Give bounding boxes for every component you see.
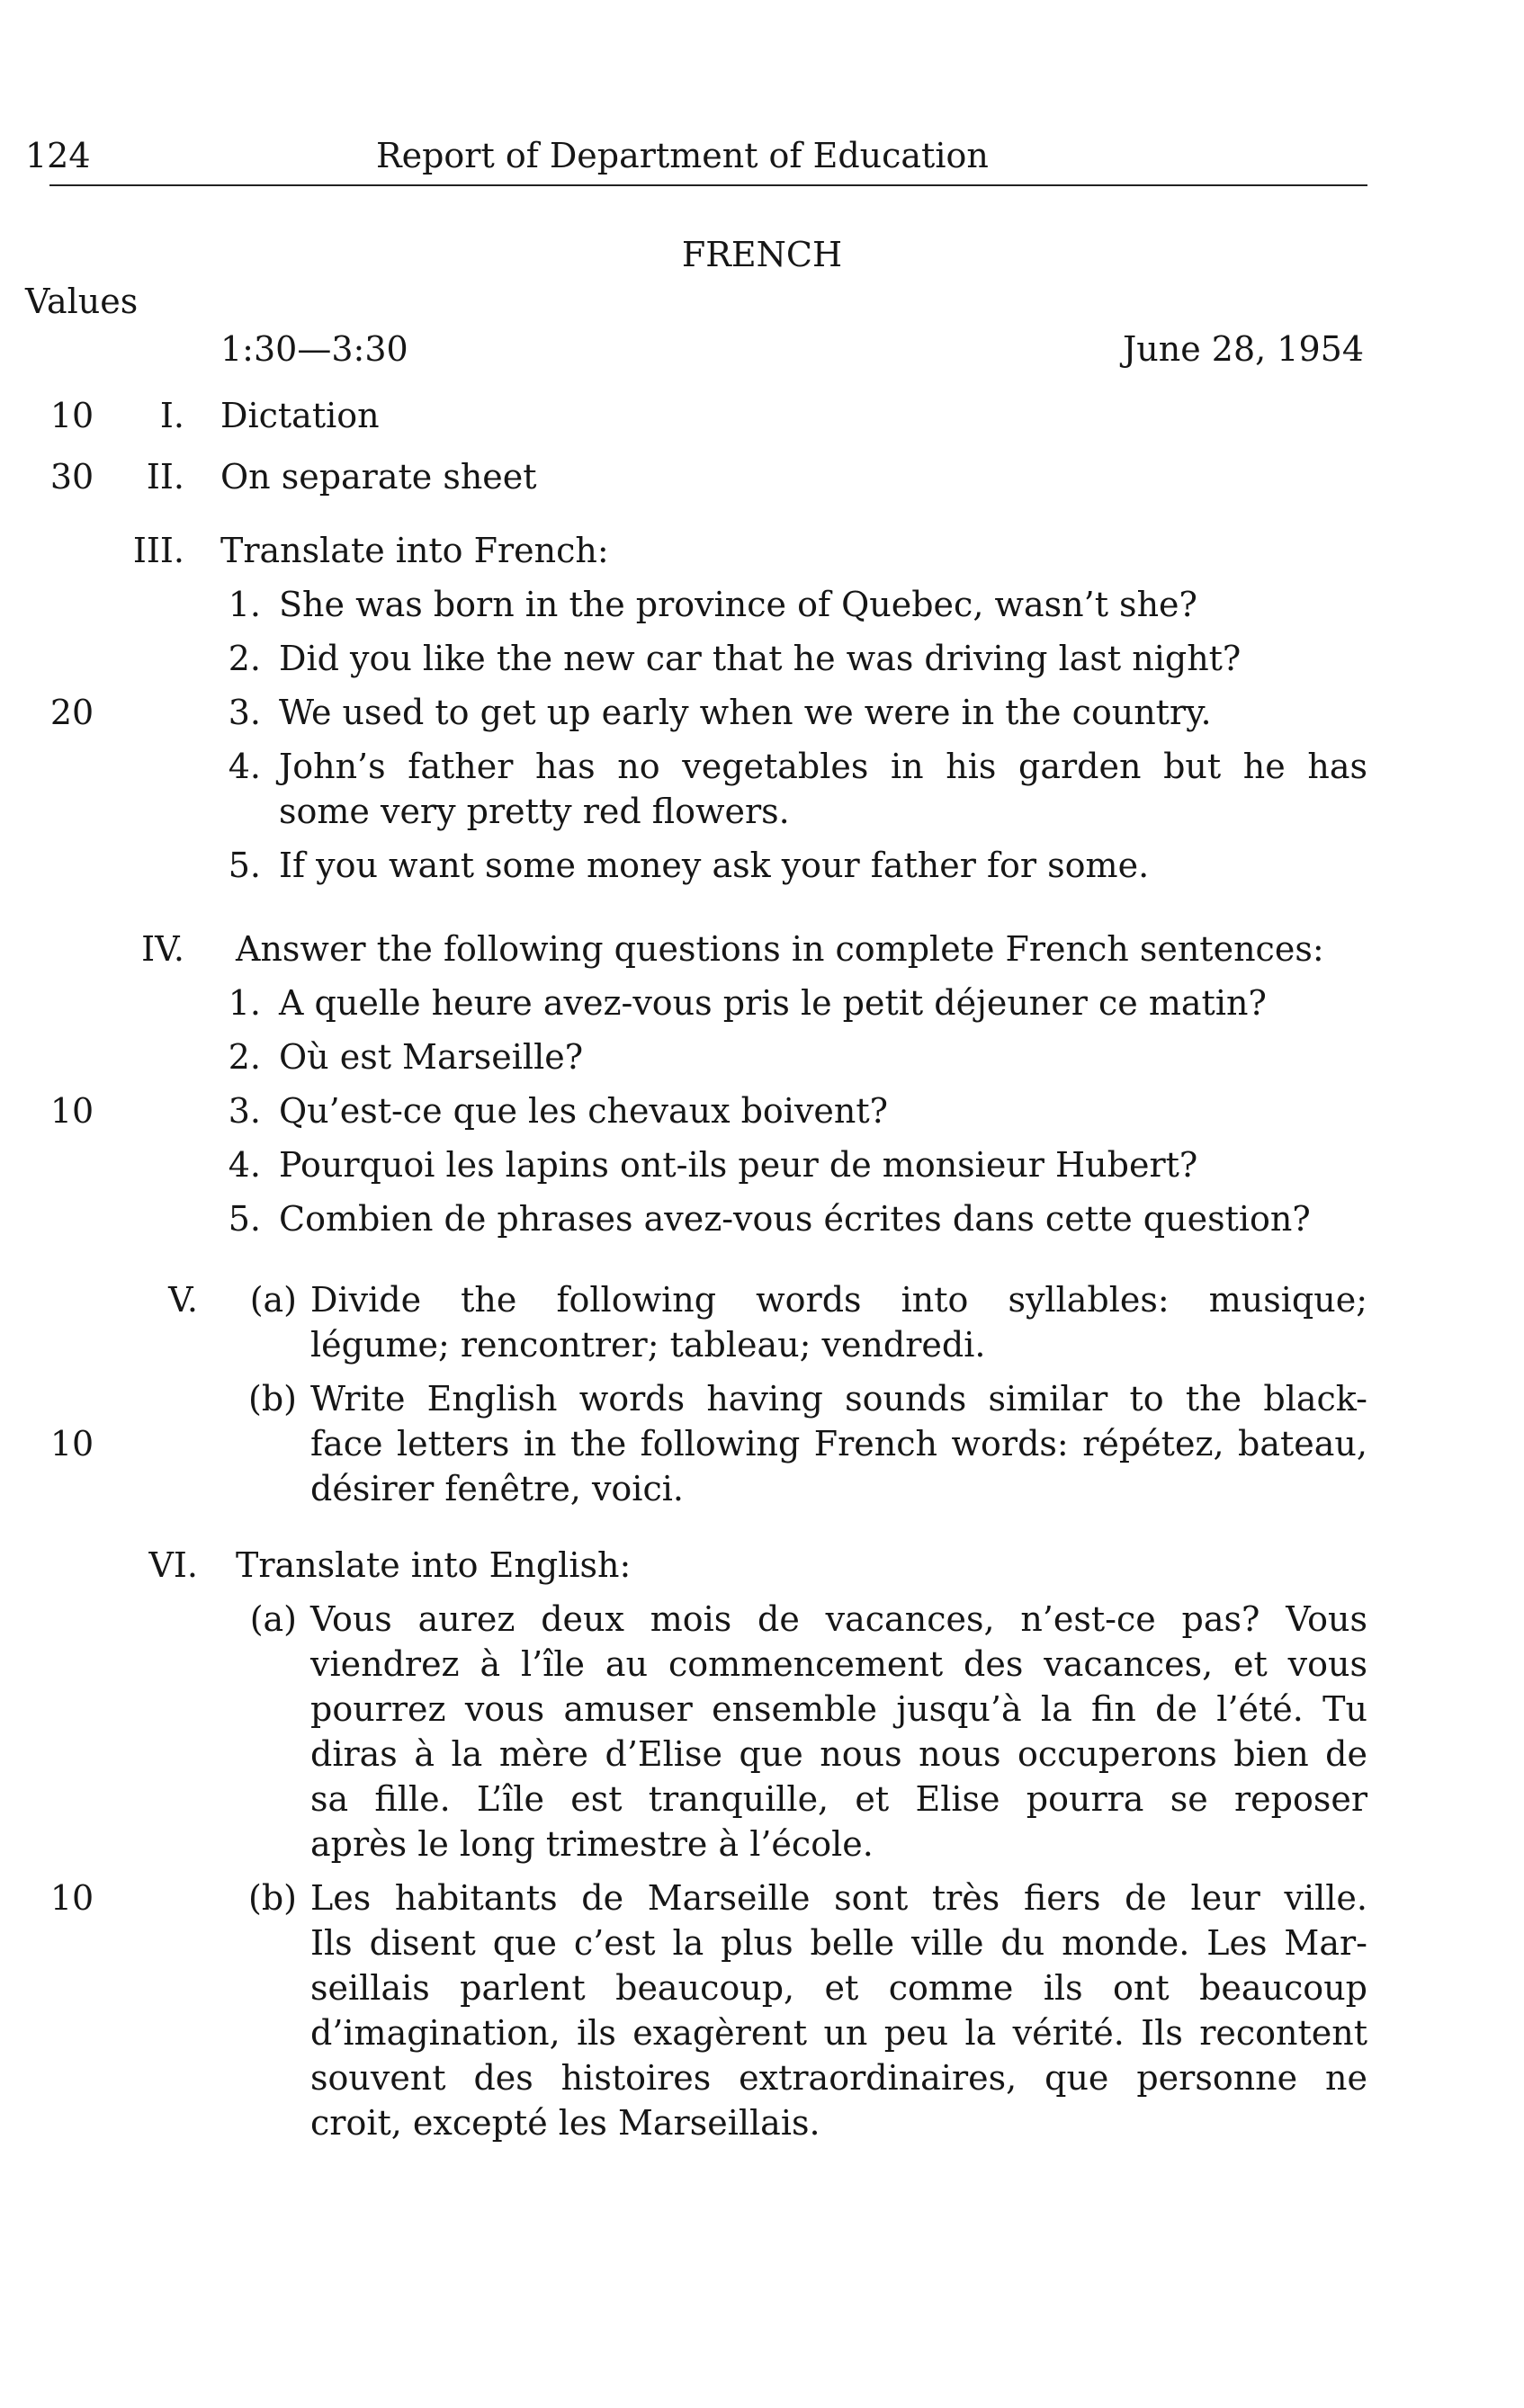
item-text: We used to get up early when we were in the country. bbox=[279, 693, 1212, 732]
passage-line: croit, excepté les Marseillais. bbox=[310, 2103, 820, 2143]
running-header bbox=[25, 133, 1369, 178]
passage-line: d’imagination, ils exagèrent un peu la vérité. Ils recontent bbox=[310, 2013, 1367, 2053]
section-numeral: III. bbox=[132, 531, 184, 570]
item-number: 5. bbox=[228, 1199, 261, 1239]
passage-line: Vous aurez deux mois de vacances, n’est-ce pas? Vous bbox=[310, 1599, 1367, 1639]
passage-line: diras à la mère d’Elise que nous nous occuperons bien de bbox=[310, 1734, 1367, 1774]
item-text: Où est Marseille? bbox=[279, 1037, 584, 1077]
value-mark: 10 bbox=[49, 1091, 94, 1131]
values-heading: Values bbox=[25, 282, 139, 321]
section-text: Translate into French: bbox=[220, 531, 609, 570]
subitem-label: (b) bbox=[248, 1878, 297, 1918]
item-number: 4. bbox=[228, 747, 261, 786]
item-text: If you want some money ask your father for some. bbox=[279, 846, 1150, 885]
passage-line: après le long trimestre à l’école. bbox=[310, 1824, 874, 1864]
section-numeral: II. bbox=[146, 457, 184, 497]
subitem-label: (b) bbox=[248, 1379, 297, 1419]
passage-line: Les habitants de Marseille sont très fiers de leur ville. bbox=[310, 1878, 1367, 1918]
running-title: Report of Department of Education bbox=[376, 136, 989, 175]
subitem-label: (a) bbox=[249, 1280, 297, 1320]
section-numeral: I. bbox=[159, 396, 184, 435]
subitem-text-continued: désirer fenêtre, voici. bbox=[310, 1469, 684, 1508]
subitem-text-continued: face letters in the following French words: répétez, bateau, bbox=[310, 1424, 1367, 1464]
value-mark: 10 bbox=[49, 396, 94, 435]
passage-line: Ils disent que c’est la plus belle ville du monde. Les Mar- bbox=[310, 1923, 1367, 1963]
section-text: Translate into English: bbox=[236, 1545, 632, 1585]
page-number: 124 bbox=[25, 136, 91, 175]
passage-line: sa fille. L’île est tranquille, et Elise pourra se reposer bbox=[310, 1779, 1367, 1819]
item-text: Combien de phrases avez-vous écrites dans cette question? bbox=[279, 1199, 1311, 1239]
value-mark: 10 bbox=[49, 1424, 94, 1464]
value-mark: 30 bbox=[49, 457, 94, 497]
section-text: Dictation bbox=[220, 396, 380, 435]
item-text: Pourquoi les lapins ont-ils peur de monsieur Hubert? bbox=[279, 1145, 1198, 1185]
header-rule bbox=[49, 184, 1367, 186]
item-text: Qu’est-ce que les chevaux boivent? bbox=[279, 1091, 889, 1131]
subitem-label: (a) bbox=[249, 1599, 297, 1639]
item-text: A quelle heure avez-vous pris le petit déjeuner ce matin? bbox=[279, 983, 1267, 1023]
subitem-text: Divide the following words into syllables: musique; bbox=[310, 1280, 1367, 1320]
item-number: 2. bbox=[228, 639, 261, 678]
item-number: 1. bbox=[228, 983, 261, 1023]
exam-date: June 28, 1954 bbox=[1123, 329, 1364, 369]
subitem-text-continued: légume; rencontrer; tableau; vendredi. bbox=[310, 1325, 986, 1365]
section-numeral: VI. bbox=[148, 1545, 198, 1585]
passage-line: viendrez à l’île au commencement des vacances, et vous bbox=[310, 1644, 1367, 1684]
section-numeral: IV. bbox=[141, 929, 184, 969]
item-text: Did you like the new car that he was driving last night? bbox=[279, 639, 1242, 678]
item-text: She was born in the province of Quebec, wasn’t she? bbox=[279, 585, 1197, 624]
item-text: John’s father has no vegetables in his garden but he has bbox=[279, 747, 1367, 786]
item-number: 5. bbox=[228, 846, 261, 885]
passage-line: souvent des histoires extraordinaires, que personne ne bbox=[310, 2058, 1367, 2098]
passage-line: seillais parlent beaucoup, et comme ils ont beaucoup bbox=[310, 1968, 1367, 2008]
subitem-text: Write English words having sounds similar to the black- bbox=[310, 1379, 1367, 1419]
section-text: On separate sheet bbox=[220, 457, 537, 497]
exam-time: 1:30—3:30 bbox=[220, 329, 408, 369]
section-text: Answer the following questions in complete French sentences: bbox=[236, 929, 1324, 969]
item-number: 4. bbox=[228, 1145, 261, 1185]
item-text-continued: some very pretty red flowers. bbox=[279, 792, 790, 831]
item-number: 3. bbox=[228, 693, 261, 732]
exam-subject: FRENCH bbox=[681, 235, 843, 274]
section-numeral: V. bbox=[168, 1280, 198, 1320]
item-number: 3. bbox=[228, 1091, 261, 1131]
value-mark: 10 bbox=[49, 1878, 94, 1918]
item-number: 2. bbox=[228, 1037, 261, 1077]
item-number: 1. bbox=[228, 585, 261, 624]
value-mark: 20 bbox=[49, 693, 94, 732]
passage-line: pourrez vous amuser ensemble jusqu’à la fin de l’été. Tu bbox=[310, 1689, 1367, 1729]
